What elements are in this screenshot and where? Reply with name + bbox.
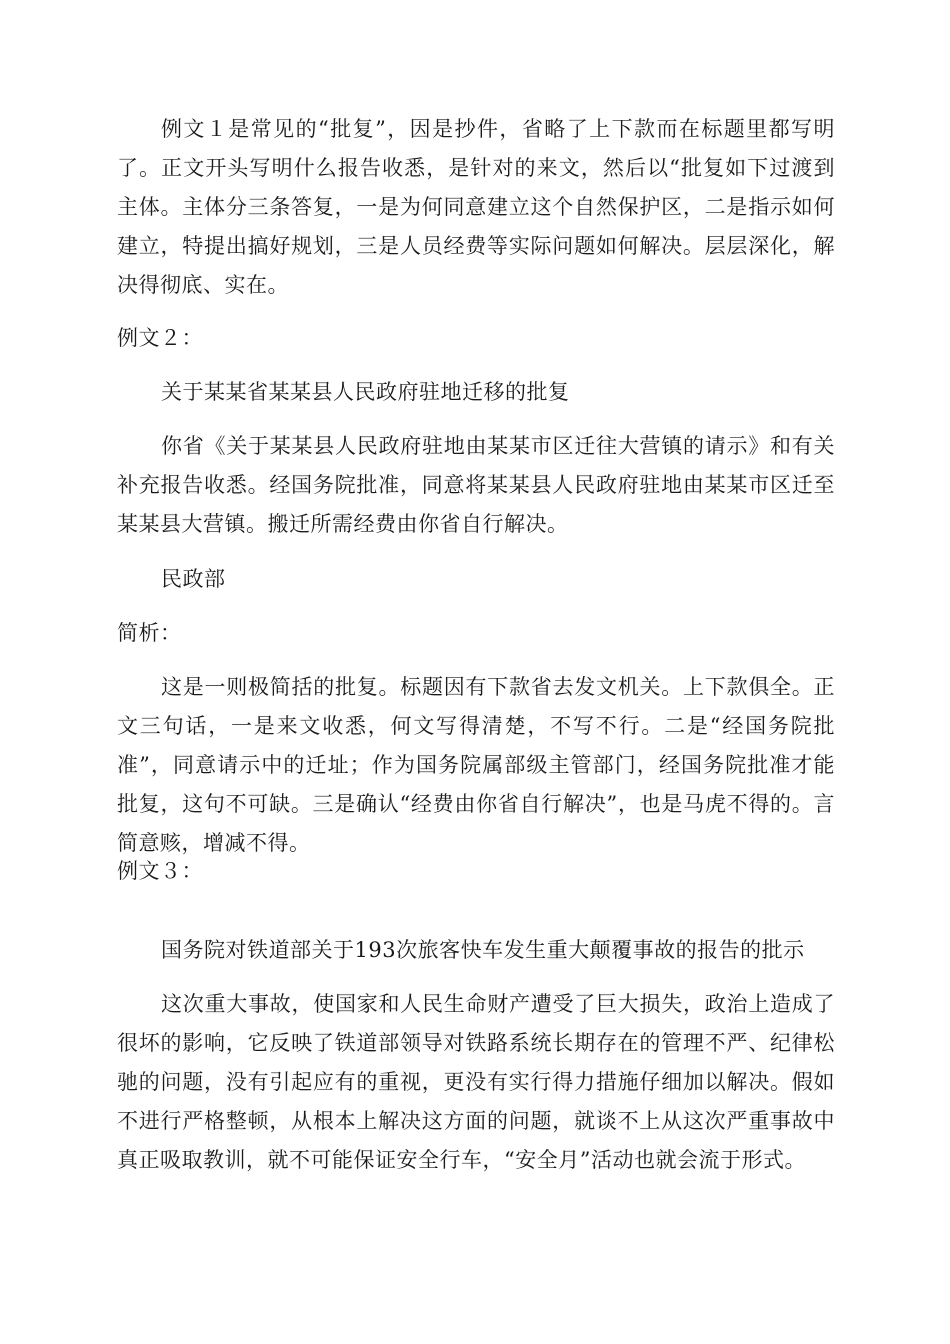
example-3-label: 例文３： — [117, 859, 203, 883]
example-2-title: 关于某某省某某县人民政府驻地迁移的批复 — [161, 380, 570, 404]
analysis-label: 简析： — [117, 621, 182, 645]
example-3-body: 这次重大事故，使国家和人民生命财产遭受了巨大损失，政治上造成了很坏的影响，它反映了铁道部领导对铁路系统长期存在的管理不严、纪律松驰的问题，没有引起应有的重视，更没有实行得力措施仔细加以解决。假如不进行严格整顿，从根本上解决这方面的问题，就谈不上从这次严重事故中真正吸取教训，就不可能保证安全行车，“安全月”活动也就会流于形式。 — [117, 992, 835, 1172]
analysis-paragraph: 这是一则极简括的批复。标题因有下款省去发文机关。上下款俱全。正文三句话，一是来文收悉，何文写得清楚，不写不行。二是“经国务院批准”，同意请示中的迁址；作为国务院属部级主管部门，经国务院批准才能批复，这句不可缺。三是确认“经费由你省自行解决”，也是马虎不得的。言简意赅，增减不得。 — [117, 675, 835, 855]
example-2-label: 例文２： — [117, 326, 203, 350]
example-2-body: 你省《关于某某县人民政府驻地由某某市区迁往大营镇的请示》和有关补充报告收悉。经国务院批准，同意将某某县人民政府驻地由某某市区迁至某某县大营镇。搬迁所需经费由你省自行解决。 — [117, 434, 835, 536]
example-3-title: 国务院对铁道部关于193次旅客快车发生重大颠覆事故的报告的批示 — [161, 938, 805, 962]
example-2-signature: 民政部 — [161, 567, 226, 591]
paragraph-commentary-example-1: 例文１是常见的“批复”，因是抄件，省略了上下款而在标题里都写明了。正文开头写明什么报告收悉，是针对的来文，然后以“批复如下过渡到主体。主体分三条答复，一是为何同意建立这个自然保护区，二是指示如何建立，特提出搞好规划，三是人员经费等实际问题如何解决。层层深化，解决得彻底、实在。 — [117, 117, 835, 297]
